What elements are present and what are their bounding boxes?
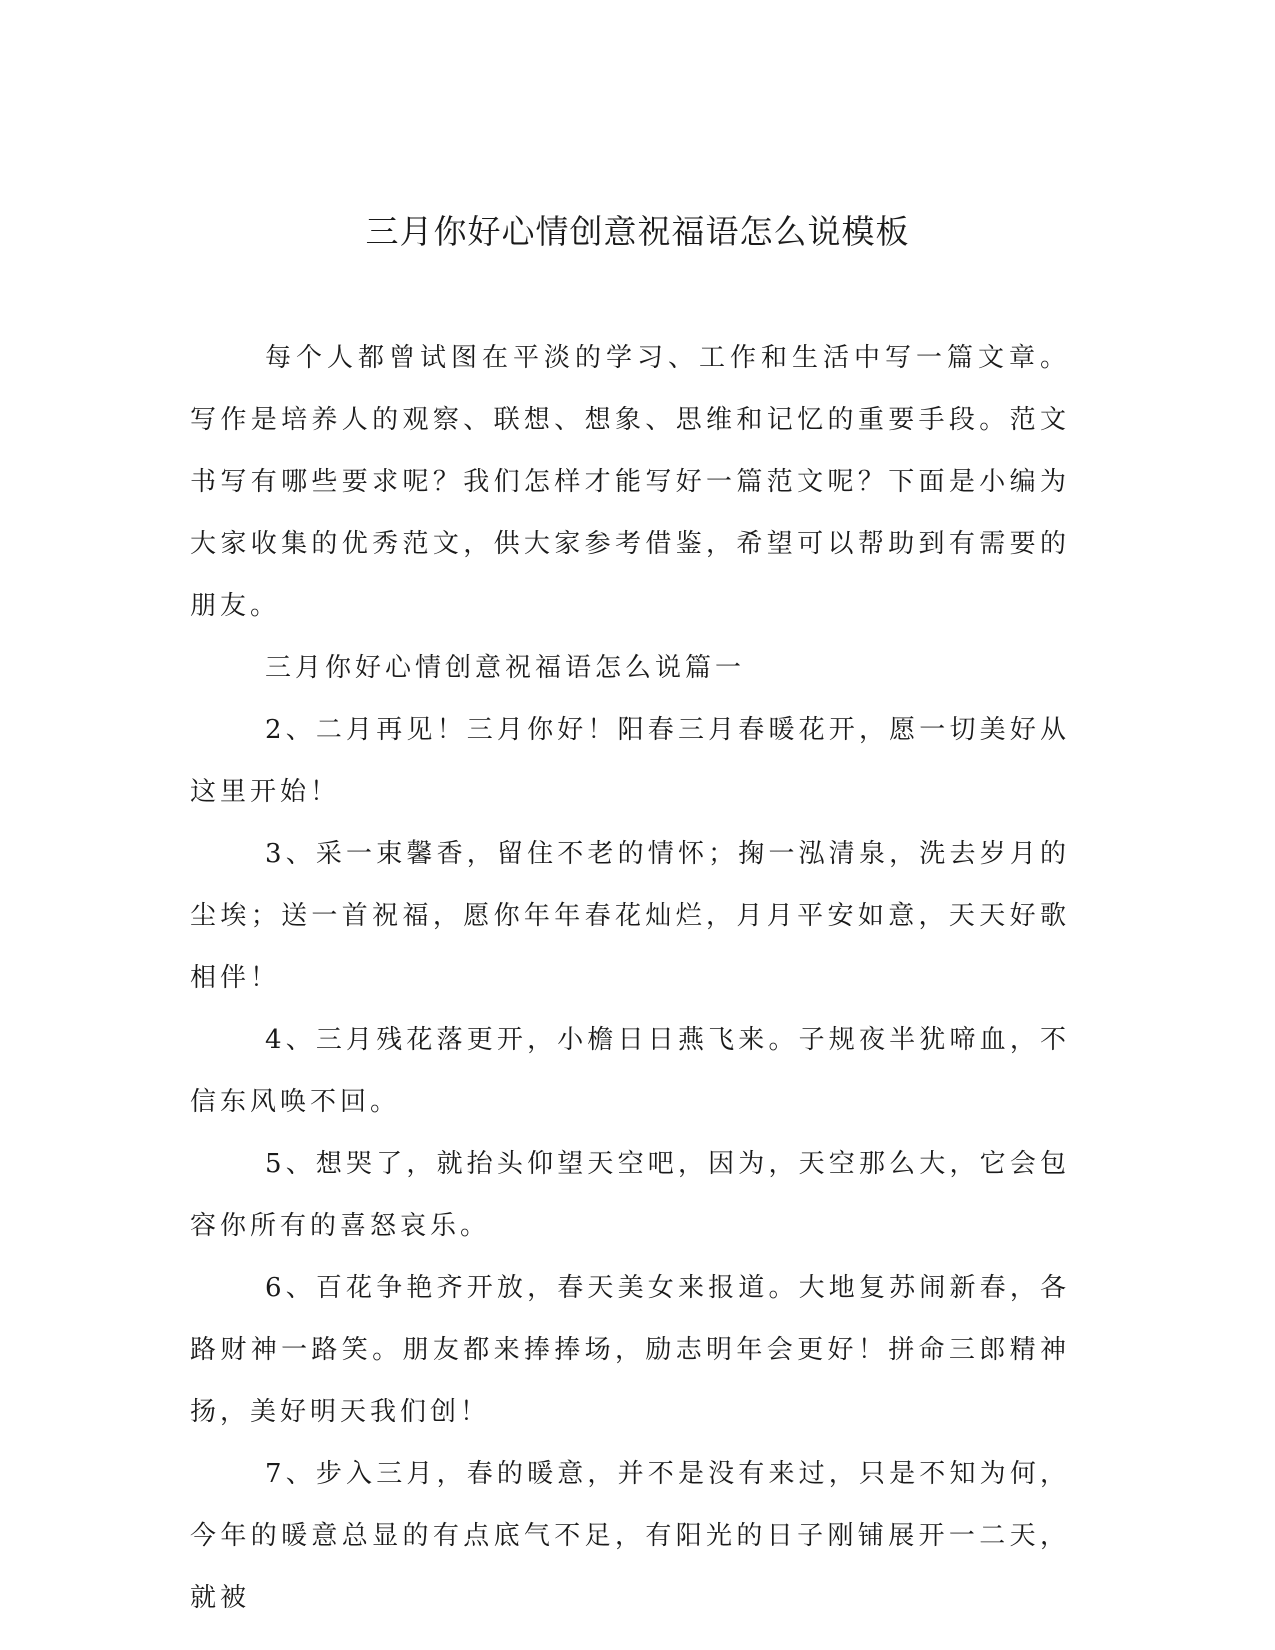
blessing-item-4: 4、三月残花落更开，小檐日日燕飞来。子规夜半犹啼血，不信东风唤不回。 bbox=[190, 1025, 1070, 1117]
blessing-item-6: 6、百花争艳齐开放，春天美女来报道。大地复苏闹新春，各路财神一路笑。朋友都来捧捧场，励志明年会更好！拼命三郎精神扬，美好明天我们创！ bbox=[190, 1273, 1070, 1427]
blessing-item-7: 7、步入三月，春的暖意，并不是没有来过，只是不知为何，今年的暖意总显的有点底气不足，有阳光的日子刚铺展开一二天，就被 bbox=[190, 1459, 1070, 1613]
document-title: 三月你好心情创意祝福语怎么说模板 bbox=[365, 212, 910, 251]
section-heading: 三月你好心情创意祝福语怎么说篇一 bbox=[265, 653, 746, 683]
blessing-item-3: 3、采一束馨香，留住不老的情怀；掬一泓清泉，洗去岁月的尘埃；送一首祝福，愿你年年春花灿烂，月月平安如意，天天好歌相伴！ bbox=[190, 839, 1070, 993]
intro-paragraph: 每个人都曾试图在平淡的学习、工作和生活中写一篇文章。写作是培养人的观察、联想、想象、思维和记忆的重要手段。范文书写有哪些要求呢？我们怎样才能写好一篇范文呢？下面是小编为大家收集的优秀范文，供大家参考借鉴，希望可以帮助到有需要的朋友。 bbox=[190, 343, 1070, 621]
blessing-item-2: 2、二月再见！三月你好！阳春三月春暖花开，愿一切美好从这里开始！ bbox=[190, 715, 1070, 807]
document-body bbox=[190, 327, 1070, 1629]
blessing-item-5: 5、想哭了，就抬头仰望天空吧，因为，天空那么大，它会包容你所有的喜怒哀乐。 bbox=[190, 1149, 1070, 1241]
